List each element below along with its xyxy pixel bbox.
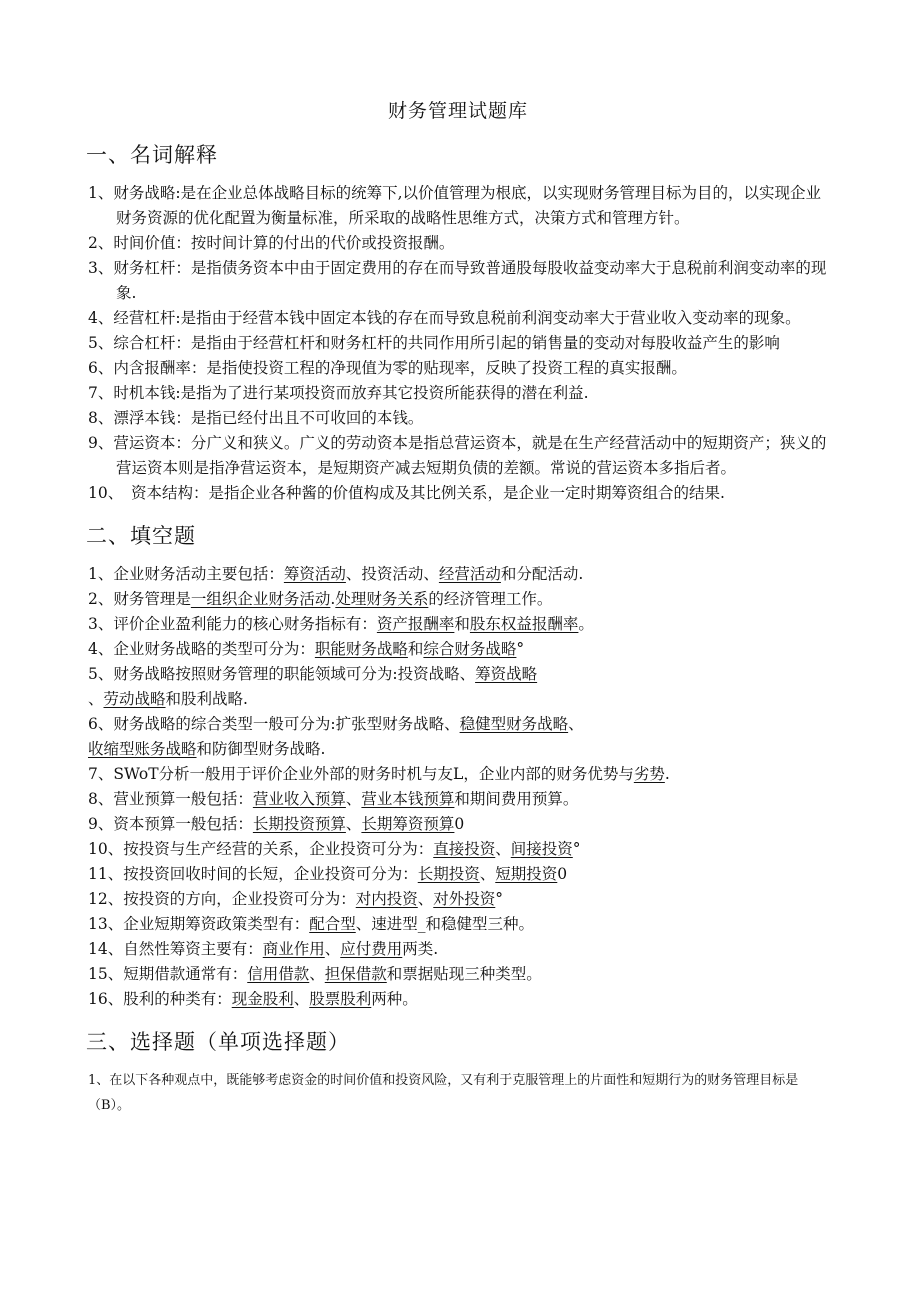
question-text: . xyxy=(664,765,670,783)
question-text: . xyxy=(330,590,336,608)
question-text: 15、短期借款通常有： xyxy=(88,965,248,983)
definition-item: 1、财务战略:是在企业总体战略目标的统筹下,以价值管理为根底，以实现财务管理目标为目的，以实现企业财务资源的优化配置为衡量标准，所采取的战略性思维方式，决策方式和管理方针。 xyxy=(88,184,822,227)
question-text: 、投资活动、 xyxy=(345,565,439,583)
question-text: 和分配活动. xyxy=(500,565,584,583)
answer-blank: 长期投资 xyxy=(417,865,480,883)
question-text: 。 xyxy=(578,615,594,633)
question-text: 、 xyxy=(345,815,362,833)
fill-blank-item xyxy=(88,837,828,862)
question-text: 4、企业财务战略的类型可分为： xyxy=(88,640,315,658)
answer-blank: 稳健型财务战略 xyxy=(459,715,569,733)
answer-blank: 职能财务战略 xyxy=(314,640,408,658)
question-text: 、 xyxy=(495,840,511,858)
fill-blank-item xyxy=(88,787,828,812)
question-text: 、 xyxy=(88,690,104,708)
answer-blank: 劳动战略 xyxy=(103,690,166,708)
answer-blank: 经营活动 xyxy=(438,565,501,583)
choice-question: 1、在以下各种观点中，既能够考虑资金的时间价值和投资风险，又有利于克服管理上的片面性和短期行为的财务管理目标是（B）。 xyxy=(88,1073,799,1113)
answer-blank: 配合型 xyxy=(309,915,356,933)
question-text: 12、按投资的方向，企业投资可分为： xyxy=(88,890,356,908)
question-text: 、 xyxy=(293,990,310,1008)
definition-item: 9、营运资本：分广义和狭义。广义的劳动资本是指总营运资本，就是在生产经营活动中的短期资产；狭义的营运资本则是指净营运资本，是短期资产减去短期负债的差额。常说的营运资本多指后者。 xyxy=(88,434,827,477)
question-text: 和票据贴现三种类型。 xyxy=(386,965,542,983)
section-heading-fill: 二、填空题 xyxy=(86,524,196,548)
fill-blank-item xyxy=(88,887,828,912)
answer-blank: 对内投资 xyxy=(355,890,418,908)
answer-blank: 信用借款 xyxy=(247,965,310,983)
answer-blank: 资产报酬率 xyxy=(376,615,455,633)
section-heading-choice: 三、选择题（单项选择题） xyxy=(86,1030,350,1054)
fill-blank-item xyxy=(88,712,828,737)
answer-blank: 商业作用 xyxy=(262,940,325,958)
answer-blank: 筹资活动 xyxy=(283,565,346,583)
fill-blank-item xyxy=(88,812,828,837)
answer-blank: 收缩型账务战略 xyxy=(88,740,197,758)
question-text: 0 xyxy=(557,865,568,883)
question-text: 和 xyxy=(454,615,470,633)
question-text: 0 xyxy=(454,815,465,833)
question-text: 3、评价企业盈利能力的核心财务指标有： xyxy=(88,615,377,633)
question-text: 、 xyxy=(417,890,434,908)
fill-blank-item xyxy=(88,862,828,887)
question-text: 、 xyxy=(309,965,325,983)
answer-blank: 长期投资预算 xyxy=(252,815,346,833)
question-text: 、 xyxy=(568,715,584,733)
answer-blank: 担保借款 xyxy=(324,965,387,983)
question-text: ° xyxy=(495,890,504,908)
question-text: 、 xyxy=(324,940,341,958)
question-text: 、速进型_和稳健型三种。 xyxy=(355,915,535,933)
question-text: 、 xyxy=(479,865,496,883)
question-text: 和 xyxy=(407,640,424,658)
definition-item: 3、财务杠杆：是指债务资本中由于固定费用的存在而导致普通股每股收益变动率大于息税前利润变动率的现象. xyxy=(88,259,827,302)
fill-blank-item xyxy=(88,762,828,787)
fill-blank-item xyxy=(88,687,828,712)
definition-item: 6、内含报酬率：是指使投资工程的净现值为零的贴现率，反映了投资工程的真实报酬。 xyxy=(88,359,687,377)
question-text: 7、SWoT分析一般用于评价企业外部的财务时机与友L，企业内部的财务优势与 xyxy=(88,765,634,783)
answer-blank: 间接投资 xyxy=(510,840,573,858)
question-text: 两种。 xyxy=(371,990,418,1008)
definition-item: 2、时间价值：按时间计算的付出的代价或投资报酬。 xyxy=(88,234,455,252)
question-text: 和期间费用预算。 xyxy=(454,790,579,808)
question-text: ° xyxy=(572,840,581,858)
question-text: 的经济管理工作。 xyxy=(428,590,553,608)
question-text: 16、股利的种类有： xyxy=(88,990,232,1008)
answer-blank: 营业收入预算 xyxy=(252,790,346,808)
fill-blank-item xyxy=(88,612,828,637)
question-text: 2、财务管理是 xyxy=(88,590,191,608)
answer-blank: 综合财务战略 xyxy=(423,640,517,658)
question-text: 和股利战略. xyxy=(165,690,248,708)
answer-blank: 股东权益报酬率 xyxy=(469,615,579,633)
question-text: 13、企业短期筹资政策类型有： xyxy=(88,915,310,933)
fill-blank-item xyxy=(88,912,828,937)
definition-item: 7、时机本钱:是指为了进行某项投资而放弃其它投资所能获得的潜在利益. xyxy=(88,384,589,402)
answer-blank: 股票股利 xyxy=(309,990,372,1008)
answer-blank: 应付费用 xyxy=(340,940,403,958)
fill-blank-list xyxy=(88,562,828,1012)
answer-blank: 对外投资 xyxy=(433,890,496,908)
fill-blank-item xyxy=(88,662,828,687)
answer-blank: 长期筹资预算 xyxy=(361,815,455,833)
answer-blank: 处理财务关系 xyxy=(335,590,429,608)
question-text: 两类. xyxy=(402,940,439,958)
question-text: 10、按投资与生产经营的关系，企业投资可分为： xyxy=(88,840,434,858)
terms-list xyxy=(88,181,828,506)
document-page xyxy=(88,96,828,1118)
question-text: 11、按投资回收时间的长短，企业投资可分为： xyxy=(88,865,418,883)
question-text: 1、企业财务活动主要包括： xyxy=(88,565,284,583)
section-heading-terms: 一、名词解释 xyxy=(86,143,218,167)
fill-blank-item xyxy=(88,562,828,587)
question-text: ° xyxy=(516,640,525,658)
definition-item: 4、经营杠杆:是指由于经营本钱中固定本钱的存在而导致息税前利润变动率大于营业收入变动率的现象。 xyxy=(88,309,801,327)
definition-item: 8、漂浮本钱：是指已经付出且不可收回的本钱。 xyxy=(88,409,424,427)
question-text: 、 xyxy=(345,790,362,808)
document-title: 财务管理试题库 xyxy=(387,100,528,122)
fill-blank-item xyxy=(88,637,828,662)
definition-item: 5、综合杠杆：是指由于经营杠杆和财务杠杆的共同作用所引起的销售量的变动对每股收益产生的影响 xyxy=(88,334,780,352)
fill-blank-item xyxy=(88,962,828,987)
fill-blank-item xyxy=(88,937,828,962)
answer-blank: 筹资战略 xyxy=(475,665,538,683)
fill-blank-item xyxy=(88,737,828,762)
answer-blank: 直接投资 xyxy=(433,840,496,858)
fill-blank-item xyxy=(88,987,828,1012)
question-text: 9、资本预算一般包括： xyxy=(88,815,253,833)
choice-list xyxy=(88,1068,828,1118)
fill-blank-item xyxy=(88,587,828,612)
question-text: 5、财务战略按照财务管理的职能领域可分为:投资战略、 xyxy=(88,665,476,683)
definition-item: 10、 资本结构：是指企业各种酱的价值构成及其比例关系，是企业一定时期筹资组合的结果. xyxy=(88,484,725,502)
answer-blank: 短期投资 xyxy=(495,865,558,883)
question-text: 和防御型财务战略. xyxy=(196,740,326,758)
answer-blank: 现金股利 xyxy=(231,990,294,1008)
answer-blank: 劣势 xyxy=(633,765,665,783)
question-text: 6、财务战略的综合类型一般可分为:扩张型财务战略、 xyxy=(88,715,460,733)
question-text: 14、自然性筹资主要有： xyxy=(88,940,263,958)
question-text: 8、营业预算一般包括： xyxy=(88,790,253,808)
answer-blank: 营业本钱预算 xyxy=(361,790,455,808)
answer-blank: 一组织企业财务活动 xyxy=(190,590,331,608)
